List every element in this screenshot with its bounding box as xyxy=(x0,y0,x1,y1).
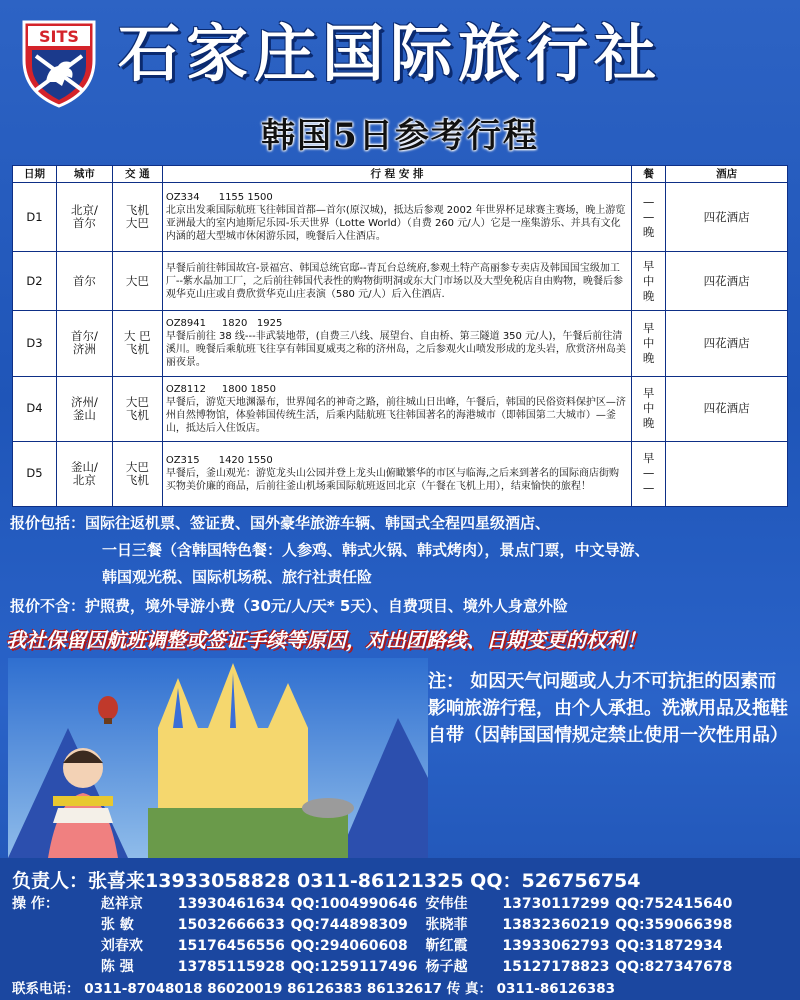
hotel-cell xyxy=(666,441,788,506)
plan-cell xyxy=(162,183,631,252)
hotel-cell: 四花酒店 xyxy=(666,311,788,376)
flight-info: OZ315 1420 1550 xyxy=(165,455,273,467)
rights-notice: 我社保留因航班调整或签证手续等原因，对出团路线、日期变更的权利！ xyxy=(6,628,646,652)
staff-name: 赵祥京 xyxy=(100,896,143,912)
price-exclude-text: 护照费，境外导游小费（30元/人/天* 5天）、自费项目、境外人身意外险 xyxy=(85,597,568,615)
price-include-label: 报价包括： xyxy=(10,514,86,532)
plan-cell xyxy=(162,441,631,506)
price-include-line-1 xyxy=(10,512,790,534)
header-meals: 餐 xyxy=(632,166,666,183)
price-include-text-2: 一日三餐（含韩国特色餐：人参鸡、韩式火锅、韩式烤肉），景点门票，中文导游、 xyxy=(102,541,650,559)
city-cell: 首尔/ 济洲 xyxy=(56,311,112,376)
staff-qq: QQ:1259117496 xyxy=(290,959,418,975)
day-cell: D4 xyxy=(13,376,57,441)
city-cell: 釜山/ 北京 xyxy=(56,441,112,506)
itinerary-title: 韩国5日参考行程 xyxy=(261,116,539,156)
header-plan: 行 程 安 排 xyxy=(162,166,631,183)
day-cell: D2 xyxy=(13,252,57,311)
hotel-cell: 四花酒店 xyxy=(666,376,788,441)
plan-cell xyxy=(162,376,631,441)
meals-cell: 早 中 晚 xyxy=(632,376,666,441)
day-cell: D1 xyxy=(13,183,57,252)
staff-qq: QQ:827347678 xyxy=(615,959,733,975)
staff-qq: QQ:294060608 xyxy=(290,938,408,954)
day-cell: D5 xyxy=(13,441,57,506)
table-row xyxy=(13,183,788,252)
staff-row xyxy=(12,893,792,913)
korea-photo xyxy=(8,658,428,858)
staff-name: 张晓菲 xyxy=(425,917,468,933)
staff-qq: QQ:31872934 xyxy=(615,938,723,954)
header-transport: 交 通 xyxy=(112,166,162,183)
staff-phone: 13930461634 xyxy=(177,896,285,912)
manager-contact: 负责人：张喜来13933058828 0311-86121325 QQ：526756754 xyxy=(12,870,641,892)
staff-row xyxy=(12,935,792,955)
staff-name: 刘春欢 xyxy=(100,938,143,954)
plan-text: 早餐后，游览天地渊瀑布，世界闻名的神奇之路，前往城山日出峰，午餐后，韩国的民俗资料保护区—济州自然博物馆，体验韩国传统生活，后乘内陆航班飞往韩国著名的海港城市（即韩国第二大城市）—釜山，抵达后入住饭店。 xyxy=(165,396,626,434)
meals-cell: 早 中 晚 xyxy=(632,311,666,376)
staff-row xyxy=(12,956,792,976)
staff-phone: 13785115928 xyxy=(177,959,285,975)
city-cell: 济州/ 釜山 xyxy=(56,376,112,441)
price-include-text-3: 韩国观光税、国际机场税、旅行社责任险 xyxy=(102,568,373,586)
day-cell: D3 xyxy=(13,311,57,376)
table-row xyxy=(13,376,788,441)
transport-cell: 大巴 飞机 xyxy=(112,441,162,506)
phone-fax-line: 联系电话： 0311-87048018 86020019 86126383 86132617 传 真： 0311-86126383 xyxy=(12,981,615,997)
meals-cell: 早 — — xyxy=(632,441,666,506)
meals-cell: 早 中 晚 xyxy=(632,252,666,311)
staff-phone: 13730117299 xyxy=(502,896,610,912)
staff-name: 陈 强 xyxy=(100,959,134,975)
table-row xyxy=(13,441,788,506)
flight-info: OZ8112 1800 1850 xyxy=(165,383,276,395)
transport-cell: 大巴 飞机 xyxy=(112,376,162,441)
staff-name: 安伟佳 xyxy=(425,896,468,912)
table-header-row xyxy=(13,166,788,183)
header xyxy=(0,0,800,105)
table-row xyxy=(13,252,788,311)
plan-cell xyxy=(162,252,631,311)
header-date: 日期 xyxy=(13,166,57,183)
transport-cell: 大巴 xyxy=(112,252,162,311)
plan-cell xyxy=(162,311,631,376)
staff-phone: 15176456556 xyxy=(177,938,285,954)
price-include-text-1: 国际往返机票、签证费、国外豪华旅游车辆、韩国式全程四星级酒店、 xyxy=(85,514,551,532)
staff-phone: 15127178823 xyxy=(502,959,610,975)
staff-qq: QQ:1004990646 xyxy=(290,896,418,912)
plan-text: 早餐后，釜山观光：游览龙头山公园并登上龙头山俯瞰繁华的市区与临海,之后来到著名的国际商店街购买物美价廉的商品，后前往釜山机场乘国际航班返回北京（午餐在飞机上用），结束愉快的旅程！ xyxy=(165,468,620,493)
logo-text: SITS xyxy=(39,27,79,46)
transport-cell: 大 巴 飞机 xyxy=(112,311,162,376)
plan-text: 北京出发乘国际航班飞往韩国首都—首尔(原汉城)，抵达后参观 2002 年世界杯足球赛主赛场，晚上游览亚洲最大的室内迪斯尼乐园-乐天世界（Lotte World）（自费 260 元/人）它是一座集游乐、并具有文化内涵的超大型城市休闲游乐园，晚餐后入住酒店。 xyxy=(165,205,626,243)
city-cell: 首尔 xyxy=(56,252,112,311)
flight-info: OZ334 1155 1500 xyxy=(165,192,273,204)
hotel-cell: 四花酒店 xyxy=(666,183,788,252)
travel-note: 注： 如因天气问题或人力不可抗拒的因素而影响旅游行程，由个人承担。洗漱用品及拖鞋自带（因韩国国情规定禁止使用一次性用品） xyxy=(428,671,788,746)
staff-row xyxy=(12,914,792,934)
transport-cell: 飞机 大巴 xyxy=(112,183,162,252)
staff-qq: QQ:359066398 xyxy=(615,917,733,933)
header-hotel: 酒店 xyxy=(666,166,788,183)
plan-text: 早餐后前往 38 线---非武装地带，(自费三八线、展望台、自由桥、第三隧道 350 元/人)，午餐后前往清溪川。晚餐后乘航班飞往享有韩国夏威夷之称的济州岛，之后参观火山喷发形成的龙头岩，欣赏济州岛美丽夜景。 xyxy=(165,331,626,369)
itinerary-table xyxy=(12,165,788,507)
meals-cell: — — 晚 xyxy=(632,183,666,252)
city-cell: 北京/ 首尔 xyxy=(56,183,112,252)
plan-text: 早餐后前往韩国故宫-景福宫、韩国总统官邸--青瓦台总统府,参观土特产高丽参专卖店及韩国国宝级加工厂--紫水晶加工厂，之后前往韩国代表性的购物街明洞或东大门市场以及大型免税店自由购物，晚餐后参观华克山庄或自费欣赏华克山庄表演（580 元/人）后入住酒店. xyxy=(165,262,624,300)
staff-name: 靳红霞 xyxy=(425,938,468,954)
staff-name: 张 敏 xyxy=(100,917,134,933)
staff-name: 杨子越 xyxy=(425,959,468,975)
flight-info: OZ8941 1820 1925 xyxy=(165,318,283,330)
price-exclude-line xyxy=(10,595,790,617)
agency-name: 石家庄国际旅行社 xyxy=(118,17,663,90)
table-row xyxy=(13,311,788,376)
price-exclude-label: 报价不含： xyxy=(10,597,86,615)
staff-phone: 15032666633 xyxy=(177,917,285,933)
staff-qq: QQ:752415640 xyxy=(615,896,733,912)
operator-label: 操 作： xyxy=(12,896,59,912)
sits-logo xyxy=(18,16,100,108)
header-city: 城市 xyxy=(56,166,112,183)
staff-qq: QQ:744898309 xyxy=(290,917,408,933)
hotel-cell: 四花酒店 xyxy=(666,252,788,311)
staff-phone: 13933062793 xyxy=(502,938,610,954)
staff-phone: 13832360219 xyxy=(502,917,610,933)
